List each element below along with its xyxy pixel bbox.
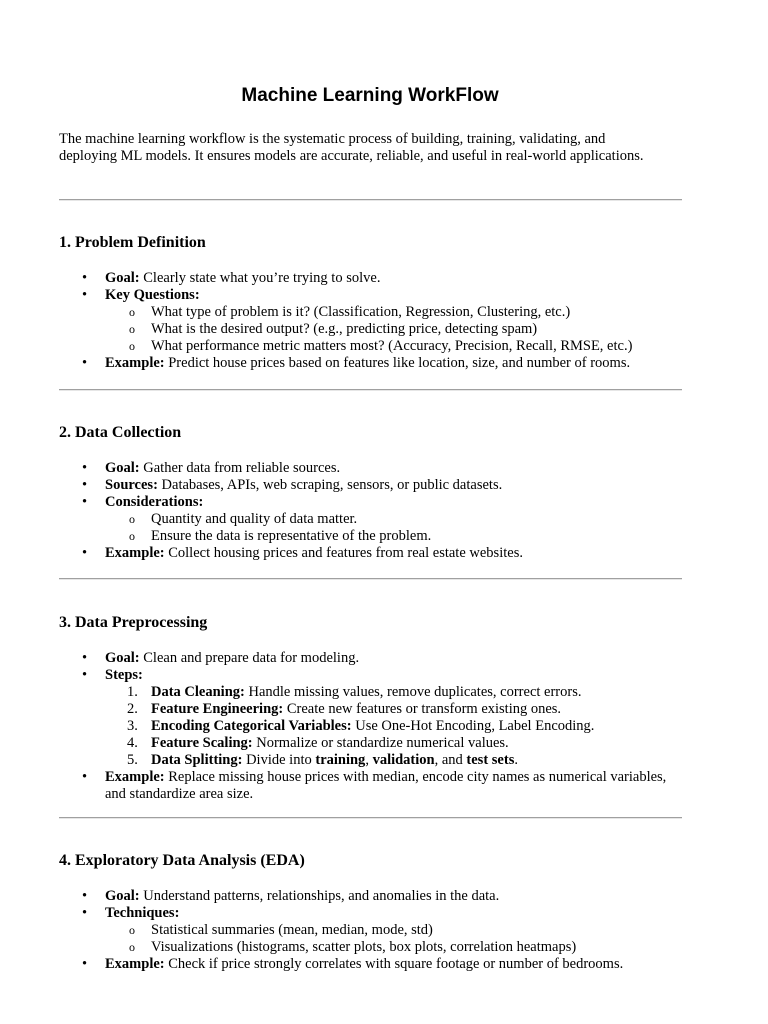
bullet-icon: • xyxy=(82,287,88,303)
circle-bullet-icon: o xyxy=(129,923,135,937)
sub-list-item: o Statistical summaries (mean, median, mode, std) xyxy=(129,922,433,938)
list-item: • Steps: xyxy=(82,667,143,683)
section-heading-data-preprocessing: 3. Data Preprocessing xyxy=(59,614,208,631)
circle-bullet-icon: o xyxy=(129,305,135,319)
bullet-icon: • xyxy=(82,460,88,476)
bullet-icon: • xyxy=(82,769,88,785)
bullet-icon: • xyxy=(82,667,88,683)
sub-list-item: o What type of problem is it? (Classification, Regression, Clustering, etc.) xyxy=(129,304,571,320)
sub-list-item: o What is the desired output? (e.g., predicting price, detecting spam) xyxy=(129,321,538,337)
sub-list-item: o Quantity and quality of data matter. xyxy=(129,511,358,527)
list-item: • Goal: Clean and prepare data for modeling. xyxy=(82,650,360,666)
section-heading-eda: 4. Exploratory Data Analysis (EDA) xyxy=(59,852,305,869)
bullet-icon: • xyxy=(82,545,88,561)
numbered-item: 3. Encoding Categorical Variables: Use One-Hot Encoding, Label Encoding. xyxy=(127,718,595,734)
bullet-icon: • xyxy=(82,956,88,972)
list-item: • Example: Check if price strongly correlates with square footage or number of bedrooms. xyxy=(82,956,624,972)
numbered-item: 5. Data Splitting: Divide into training, validation, and test sets. xyxy=(127,752,518,768)
sub-list-item: o Ensure the data is representative of the problem. xyxy=(129,528,432,544)
circle-bullet-icon: o xyxy=(129,339,135,353)
list-item: • Goal: Gather data from reliable sources. xyxy=(82,460,341,476)
list-item: • Sources: Databases, APIs, web scraping, sensors, or public datasets. xyxy=(82,477,503,493)
bullet-icon: • xyxy=(82,494,88,510)
section-body-eda xyxy=(59,888,699,973)
divider xyxy=(59,817,682,819)
bullet-icon: • xyxy=(82,888,88,904)
numbered-item: 1. Data Cleaning: Handle missing values, remove duplicates, correct errors. xyxy=(127,684,582,700)
intro-paragraph: The machine learning workflow is the systematic process of building, training, validating, and deploying ML models. It ensures models are accurate, reliable, and useful in real-world applications. xyxy=(59,131,644,164)
numbered-item: 2. Feature Engineering: Create new features or transform existing ones. xyxy=(127,701,562,717)
list-item: • Example: Collect housing prices and features from real estate websites. xyxy=(82,545,523,561)
list-item: • Goal: Understand patterns, relationships, and anomalies in the data. xyxy=(82,888,500,904)
list-item: • Example: Replace missing house prices with median, encode city names as numerical variables, and standardize area size. xyxy=(82,769,667,802)
circle-bullet-icon: o xyxy=(129,322,135,336)
divider xyxy=(59,389,682,391)
divider xyxy=(59,578,682,580)
list-item: • Key Questions: xyxy=(82,287,200,303)
list-item: • Considerations: xyxy=(82,494,204,510)
section-heading-problem-definition: 1. Problem Definition xyxy=(59,234,206,251)
bullet-icon: • xyxy=(82,355,88,371)
circle-bullet-icon: o xyxy=(129,940,135,954)
bullet-icon: • xyxy=(82,477,88,493)
section-body-data-collection xyxy=(59,460,699,562)
list-item: • Example: Predict house prices based on features like location, size, and number of rooms. xyxy=(82,355,631,371)
document-title: Machine Learning WorkFlow xyxy=(241,85,499,106)
circle-bullet-icon: o xyxy=(129,529,135,543)
divider xyxy=(59,199,682,201)
circle-bullet-icon: o xyxy=(129,512,135,526)
bullet-icon: • xyxy=(82,905,88,921)
sub-list-item: o What performance metric matters most? (Accuracy, Precision, Recall, RMSE, etc.) xyxy=(129,338,633,354)
section-body-problem-definition xyxy=(59,270,699,372)
sub-list-item: o Visualizations (histograms, scatter plots, box plots, correlation heatmaps) xyxy=(129,939,577,955)
numbered-item: 4. Feature Scaling: Normalize or standardize numerical values. xyxy=(127,735,509,751)
section-heading-data-collection: 2. Data Collection xyxy=(59,424,182,441)
bullet-icon: • xyxy=(82,650,88,666)
bullet-icon: • xyxy=(82,270,88,286)
list-item: • Goal: Clearly state what you’re trying to solve. xyxy=(82,270,381,286)
list-item: • Techniques: xyxy=(82,905,180,921)
section-body-data-preprocessing xyxy=(59,650,699,803)
